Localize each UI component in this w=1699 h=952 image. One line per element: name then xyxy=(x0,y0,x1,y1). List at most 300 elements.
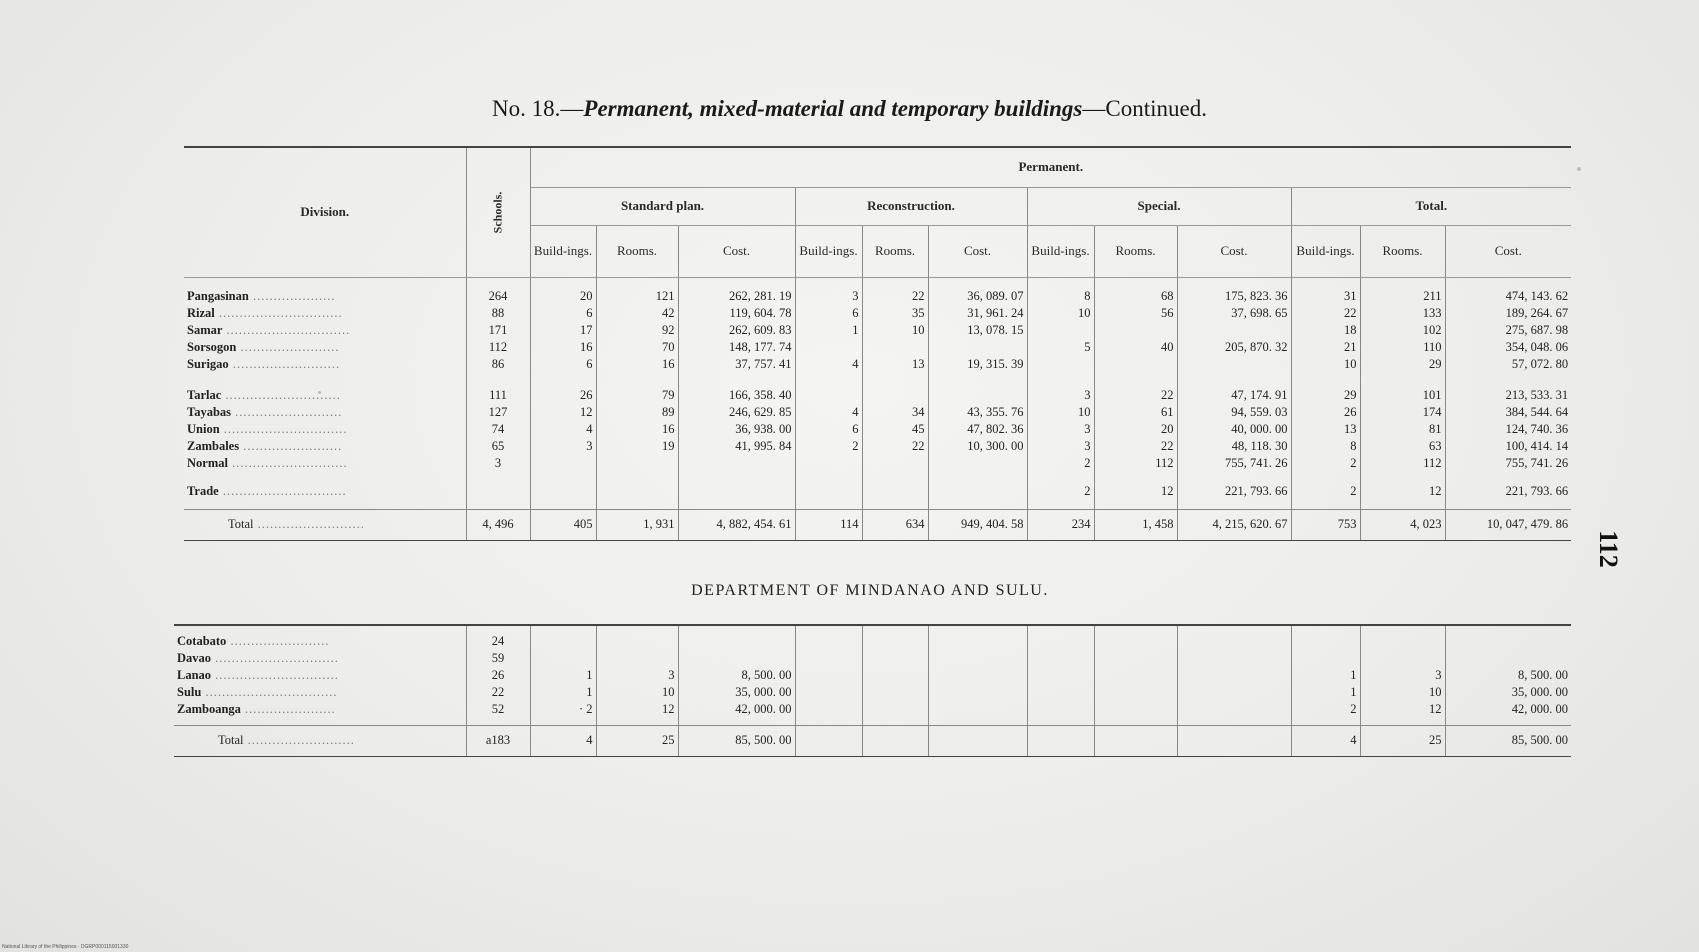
title-suffix: —Continued. xyxy=(1082,96,1207,121)
cell-value xyxy=(799,387,859,404)
division-name: Davao xyxy=(177,650,212,665)
total-group-header: Total. xyxy=(1291,187,1571,225)
cell-value xyxy=(932,667,1024,684)
cell-value: 89 xyxy=(662,404,675,419)
data-cell xyxy=(1445,383,1571,475)
cell-value xyxy=(799,650,859,667)
data-cell xyxy=(1360,625,1445,725)
division-names: Tarlac ............................ Tayabas .......................... Union .............................. Zambales ........................ Normal ............................ xyxy=(187,387,348,470)
data-cell xyxy=(678,475,795,509)
cell-value: 119, 604. 78 xyxy=(729,305,792,320)
cell-value xyxy=(932,684,1024,701)
total-value: 4, 882, 454. 61 xyxy=(678,509,795,540)
buildings-header: Build-ings. xyxy=(530,225,596,277)
cell-value: 26 xyxy=(580,387,593,402)
cell-value: 81 xyxy=(1429,421,1442,436)
cell-value: 40 xyxy=(1161,339,1174,354)
cell-value: 221, 793. 66 xyxy=(1225,484,1288,499)
cell-value: 21 xyxy=(1344,339,1357,354)
data-cell xyxy=(1291,383,1360,475)
total-value xyxy=(928,725,1027,756)
cell-value: 10 xyxy=(1078,305,1091,320)
cell-value: 102 xyxy=(1422,322,1442,337)
cell-value: 26 xyxy=(1344,404,1357,419)
cell-value: 474, 143. 62 xyxy=(1505,288,1569,303)
total-value: 4 xyxy=(1291,725,1360,756)
data-cell xyxy=(862,625,928,725)
division-names: Trade .............................. xyxy=(187,484,347,499)
cell-value xyxy=(1364,633,1442,650)
cell-value: 65 xyxy=(491,438,505,453)
cell-value xyxy=(1295,633,1357,650)
cell-value: 3 xyxy=(852,288,859,303)
cell-value: 4 xyxy=(852,356,859,371)
data-cell xyxy=(1027,277,1094,383)
cell-value: 35, 000. 00 xyxy=(1511,684,1568,699)
cell-value: 3 xyxy=(586,438,593,453)
data-cell xyxy=(1360,277,1445,383)
total-value: 85, 500. 00 xyxy=(678,725,795,756)
buildings-header: Build-ings. xyxy=(1291,225,1360,277)
cost-header: Cost. xyxy=(678,225,795,277)
cell-value xyxy=(1098,322,1174,339)
division-name: Zambales xyxy=(187,438,240,453)
cell-value: 3 xyxy=(668,667,675,682)
cell-value xyxy=(1098,667,1174,684)
division-name: Lanao xyxy=(177,667,212,682)
cell-value: 52 xyxy=(491,701,505,716)
cell-value xyxy=(1449,633,1569,650)
cell-value: 112 xyxy=(1155,455,1174,470)
cell-value: 3 xyxy=(1435,667,1442,682)
cell-value xyxy=(1181,633,1288,650)
data-cell xyxy=(795,625,862,725)
cell-value: 56 xyxy=(1161,305,1174,320)
division-name: Rizal xyxy=(187,305,215,320)
cell-value: 29 xyxy=(1429,356,1442,371)
cell-value: 29 xyxy=(1344,387,1357,402)
total-label: Total .......................... xyxy=(184,509,466,540)
cell-value: 12 xyxy=(662,701,675,716)
cell-value: 24 xyxy=(491,633,505,648)
cell-value xyxy=(1098,684,1174,701)
cell-value: 6 xyxy=(586,305,593,320)
total-value: a183 xyxy=(466,725,530,756)
cell-value: 41, 995. 84 xyxy=(735,438,792,453)
cell-value: 262, 609. 83 xyxy=(729,322,792,337)
cell-value xyxy=(1181,667,1288,684)
cell-value xyxy=(866,483,925,500)
cell-value: 57, 072. 80 xyxy=(1511,356,1569,371)
cell-value: 755, 741. 26 xyxy=(1505,455,1569,470)
cell-value: 3 xyxy=(1084,387,1091,402)
cell-value xyxy=(600,633,675,650)
cell-value: 354, 048. 06 xyxy=(1505,339,1569,354)
cell-value xyxy=(1098,356,1174,373)
data-cell xyxy=(678,277,795,383)
cell-value: · 2 xyxy=(578,701,593,716)
total-value: 234 xyxy=(1027,509,1094,540)
cell-value: 10 xyxy=(912,322,925,337)
table-row xyxy=(184,475,1571,509)
rooms-header: Rooms. xyxy=(862,225,928,277)
cell-value: 70 xyxy=(662,339,675,354)
data-cell xyxy=(1291,475,1360,509)
total-label: Total .......................... xyxy=(174,725,466,756)
cell-value: 22 xyxy=(912,288,925,303)
division-name: Union xyxy=(187,421,220,436)
cell-value: 8 xyxy=(1350,438,1357,453)
total-row xyxy=(174,725,1571,756)
cell-value xyxy=(932,483,1024,500)
data-cell xyxy=(530,383,596,475)
data-cell xyxy=(678,383,795,475)
total-value xyxy=(1094,725,1177,756)
cell-value: 166, 358. 40 xyxy=(729,387,792,402)
permanent-header: Permanent. xyxy=(530,147,1571,187)
cell-value xyxy=(682,455,792,472)
data-cell xyxy=(795,383,862,475)
data-cell xyxy=(530,277,596,383)
cell-value: 121 xyxy=(655,288,675,303)
cell-value: 174 xyxy=(1422,404,1442,419)
cell-value: 111 xyxy=(489,387,507,402)
cell-value: 20 xyxy=(1161,421,1174,436)
cell-value: 12 xyxy=(580,404,593,419)
cell-value: 3 xyxy=(1084,421,1091,436)
cell-value: 26 xyxy=(491,667,505,682)
cell-value xyxy=(799,667,859,684)
schools-header xyxy=(466,147,530,277)
cell-value xyxy=(1098,650,1174,667)
cell-value xyxy=(534,455,593,472)
cell-value xyxy=(799,455,859,472)
standard-plan-header: Standard plan. xyxy=(530,187,795,225)
cell-value: 59 xyxy=(491,650,505,665)
total-value: 1, 458 xyxy=(1094,509,1177,540)
cell-value: 4 xyxy=(852,404,859,419)
cell-value: 2 xyxy=(1350,455,1357,470)
data-cell xyxy=(928,475,1027,509)
cell-value xyxy=(1181,684,1288,701)
data-cell xyxy=(466,475,530,509)
total-value: 85, 500. 00 xyxy=(1445,725,1571,756)
cell-value: 19 xyxy=(662,438,675,453)
cell-value: 12 xyxy=(1429,701,1442,716)
schools-header-label: Schools. xyxy=(490,191,505,234)
table-row xyxy=(184,277,1571,383)
cell-value: 110 xyxy=(1423,339,1442,354)
cell-value xyxy=(1364,650,1442,667)
table-row xyxy=(174,625,1571,725)
division-name: Samar xyxy=(187,322,223,337)
cell-value: 35, 000. 00 xyxy=(735,684,792,699)
cell-value xyxy=(932,633,1024,650)
cell-value: 86 xyxy=(491,356,505,371)
buildings-header: Build-ings. xyxy=(795,225,862,277)
cell-value: 36, 938. 00 xyxy=(735,421,792,436)
data-cell xyxy=(1291,625,1360,725)
table-body xyxy=(174,625,1571,756)
cell-value: 133 xyxy=(1422,305,1442,320)
cell-value xyxy=(932,455,1024,472)
data-cell xyxy=(928,383,1027,475)
cell-value: 246, 629. 85 xyxy=(729,404,792,419)
division-header: Division. xyxy=(184,147,466,277)
cell-value: 2 xyxy=(1350,484,1357,499)
cell-value xyxy=(682,633,792,650)
cell-value xyxy=(866,701,925,718)
total-label-text: Total xyxy=(228,517,254,531)
cell-value: 42 xyxy=(662,305,675,320)
cell-value: 221, 793. 66 xyxy=(1505,484,1569,499)
cell-value: 37, 698. 65 xyxy=(1231,305,1288,320)
cell-value: 6 xyxy=(586,356,593,371)
data-cell xyxy=(466,625,530,725)
data-cell xyxy=(1027,475,1094,509)
data-cell xyxy=(1094,277,1177,383)
data-cell xyxy=(596,625,678,725)
data-cell xyxy=(1177,383,1291,475)
cell-value: 4 xyxy=(586,421,593,436)
cell-value: 94, 559. 03 xyxy=(1231,404,1288,419)
cell-value xyxy=(799,633,859,650)
cell-value: 22 xyxy=(1161,387,1174,402)
data-cell xyxy=(1445,475,1571,509)
cell-value: 92 xyxy=(662,322,675,337)
total-value: 1, 931 xyxy=(596,509,678,540)
cell-value: 43, 355. 76 xyxy=(967,404,1024,419)
total-value: 4, 023 xyxy=(1360,509,1445,540)
cell-value xyxy=(866,667,925,684)
cell-value xyxy=(866,633,925,650)
cell-value: 171 xyxy=(488,322,508,337)
cell-value xyxy=(1031,650,1091,667)
specks xyxy=(1577,167,1581,171)
division-names: Pangasinan .................... Rizal .............................. Samar .............................. Sorsogon ........................ Surigao .......................... xyxy=(187,288,351,371)
cell-value: 22 xyxy=(491,684,505,699)
division-name: Normal xyxy=(187,455,228,470)
division-name: Sorsogon xyxy=(187,339,237,354)
cell-value: 112 xyxy=(488,339,508,354)
cell-value: 17 xyxy=(580,322,593,337)
cell-value: 34 xyxy=(912,404,925,419)
section-title: DEPARTMENT OF MINDANAO AND SULU. xyxy=(691,582,1049,599)
cell-value xyxy=(799,684,859,701)
cell-value xyxy=(1031,633,1091,650)
cell-value: 1 xyxy=(1350,684,1357,699)
cell-value xyxy=(866,684,925,701)
cell-value: 384, 544. 64 xyxy=(1505,404,1569,419)
cell-value: 68 xyxy=(1161,288,1174,303)
data-cell xyxy=(1445,277,1571,383)
division-names: Cotabato ........................ Davao .............................. Lanao .............................. Sulu ................................ Zamboanga ...................... xyxy=(177,633,339,716)
cell-value: 6 xyxy=(852,305,859,320)
total-value: 4 xyxy=(530,725,596,756)
cell-value: 211 xyxy=(1423,288,1442,303)
total-value: 949, 404. 58 xyxy=(928,509,1027,540)
cell-value: 112 xyxy=(1423,455,1442,470)
cell-value: 2 xyxy=(1084,455,1091,470)
data-cell xyxy=(596,277,678,383)
cell-value: 1 xyxy=(586,684,593,699)
cell-value: 22 xyxy=(1161,438,1174,453)
division-name: Trade xyxy=(187,484,219,499)
title-italic: Permanent, mixed-material and temporary buildings xyxy=(583,96,1083,121)
cell-value: 20 xyxy=(580,288,593,303)
cell-value: 63 xyxy=(1429,438,1442,453)
cell-value: 10 xyxy=(1344,356,1357,371)
cell-value xyxy=(1098,633,1174,650)
cell-value xyxy=(1295,650,1357,667)
cell-value xyxy=(866,339,925,356)
cost-header: Cost. xyxy=(1177,225,1291,277)
cell-value: 10 xyxy=(1078,404,1091,419)
total-value xyxy=(862,725,928,756)
cell-value: 16 xyxy=(662,421,675,436)
cell-value xyxy=(1181,322,1288,339)
cell-value: 8 xyxy=(1084,288,1091,303)
cell-value xyxy=(932,339,1024,356)
cell-value xyxy=(1181,650,1288,667)
cell-value xyxy=(932,387,1024,404)
total-value xyxy=(1177,725,1291,756)
cell-value xyxy=(600,483,675,500)
cell-value: 31, 961. 24 xyxy=(967,305,1024,320)
cell-value: 1 xyxy=(1350,667,1357,682)
data-cell xyxy=(928,625,1027,725)
cell-value xyxy=(682,483,792,500)
data-cell xyxy=(1094,475,1177,509)
cell-value: 48, 118. 30 xyxy=(1231,438,1288,453)
cell-value xyxy=(799,339,859,356)
cell-value: 16 xyxy=(662,356,675,371)
data-cell xyxy=(1360,383,1445,475)
cell-value xyxy=(1031,322,1091,339)
cell-value: 88 xyxy=(491,305,505,320)
cell-value: 148, 177. 74 xyxy=(729,339,792,354)
cell-value: 6 xyxy=(852,421,859,436)
total-row xyxy=(184,509,1571,540)
total-value: 114 xyxy=(795,509,862,540)
total-value xyxy=(795,725,862,756)
cell-value xyxy=(1031,684,1091,701)
total-value: 25 xyxy=(1360,725,1445,756)
cell-value xyxy=(1181,701,1288,718)
cell-value: 275, 687. 98 xyxy=(1505,322,1569,337)
data-cell xyxy=(862,277,928,383)
cost-header: Cost. xyxy=(928,225,1027,277)
cell-value xyxy=(1031,356,1091,373)
cell-value xyxy=(799,483,859,500)
data-cell xyxy=(596,475,678,509)
cell-value: 47, 802. 36 xyxy=(967,421,1024,436)
data-cell xyxy=(1177,625,1291,725)
cell-value: 205, 870. 32 xyxy=(1225,339,1288,354)
cell-value xyxy=(799,701,859,718)
total-value: 753 xyxy=(1291,509,1360,540)
cell-value xyxy=(1181,356,1288,373)
division-name: Tayabas xyxy=(187,404,232,419)
cell-value: 755, 741. 26 xyxy=(1225,455,1288,470)
cell-value: 101 xyxy=(1422,387,1442,402)
data-cell xyxy=(678,625,795,725)
data-cell xyxy=(1027,625,1094,725)
cost-header: Cost. xyxy=(1445,225,1571,277)
cell-value: 12 xyxy=(1161,484,1174,499)
total-value: 405 xyxy=(530,509,596,540)
cell-value: 42, 000. 00 xyxy=(1511,701,1568,716)
cell-value xyxy=(932,650,1024,667)
cell-value: 13 xyxy=(912,356,925,371)
cell-value: 36, 089. 07 xyxy=(967,288,1024,303)
cell-value: 10 xyxy=(1429,684,1442,699)
total-value: 4, 496 xyxy=(466,509,530,540)
buildings-table xyxy=(184,146,1571,541)
title-prefix: No. 18.— xyxy=(492,96,584,121)
data-cell xyxy=(530,475,596,509)
cell-value: 8, 500. 00 xyxy=(741,667,792,682)
footer-credit: National Library of the Philippines · DGRP000115001330 xyxy=(2,944,129,950)
cell-value xyxy=(534,650,593,667)
special-header: Special. xyxy=(1027,187,1291,225)
cell-value: 42, 000. 00 xyxy=(735,701,792,716)
buildings-header: Build-ings. xyxy=(1027,225,1094,277)
division-name: Surigao xyxy=(187,356,229,371)
cell-value xyxy=(866,387,925,404)
data-cell xyxy=(862,475,928,509)
cell-value: 189, 264. 67 xyxy=(1505,305,1569,320)
cell-value: 61 xyxy=(1161,404,1174,419)
cell-value xyxy=(534,483,593,500)
cell-value: 100, 414. 14 xyxy=(1505,438,1569,453)
cell-value: 16 xyxy=(580,339,593,354)
cell-value xyxy=(866,650,925,667)
cell-value: 262, 281. 19 xyxy=(729,288,792,303)
division-name: Sulu xyxy=(177,684,202,699)
data-cell xyxy=(795,475,862,509)
cell-value: 3 xyxy=(494,455,502,470)
table-body xyxy=(184,277,1571,540)
data-cell xyxy=(1177,475,1291,509)
data-cell xyxy=(596,383,678,475)
data-cell xyxy=(862,383,928,475)
data-cell xyxy=(466,383,530,475)
division-name: Zamboanga xyxy=(177,701,241,716)
cell-value: 2 xyxy=(1350,701,1357,716)
cell-value: 5 xyxy=(1084,339,1091,354)
rooms-header: Rooms. xyxy=(596,225,678,277)
total-value: 25 xyxy=(596,725,678,756)
data-cell xyxy=(1360,475,1445,509)
cell-value: 31 xyxy=(1344,288,1357,303)
cell-value xyxy=(600,455,675,472)
cell-value: 19, 315. 39 xyxy=(967,356,1024,371)
cell-value: 10 xyxy=(662,684,675,699)
data-cell xyxy=(1445,625,1571,725)
data-cell xyxy=(1094,625,1177,725)
cell-value: 79 xyxy=(662,387,675,402)
data-cell xyxy=(1291,277,1360,383)
cell-value: 1 xyxy=(586,667,593,682)
table-row xyxy=(184,383,1571,475)
cell-value xyxy=(932,701,1024,718)
reconstruction-header: Reconstruction. xyxy=(795,187,1027,225)
cell-value: 18 xyxy=(1344,322,1357,337)
division-name: Tarlac xyxy=(187,387,222,402)
cell-value: 47, 174. 91 xyxy=(1231,387,1288,402)
division-name: Pangasinan xyxy=(187,288,249,303)
